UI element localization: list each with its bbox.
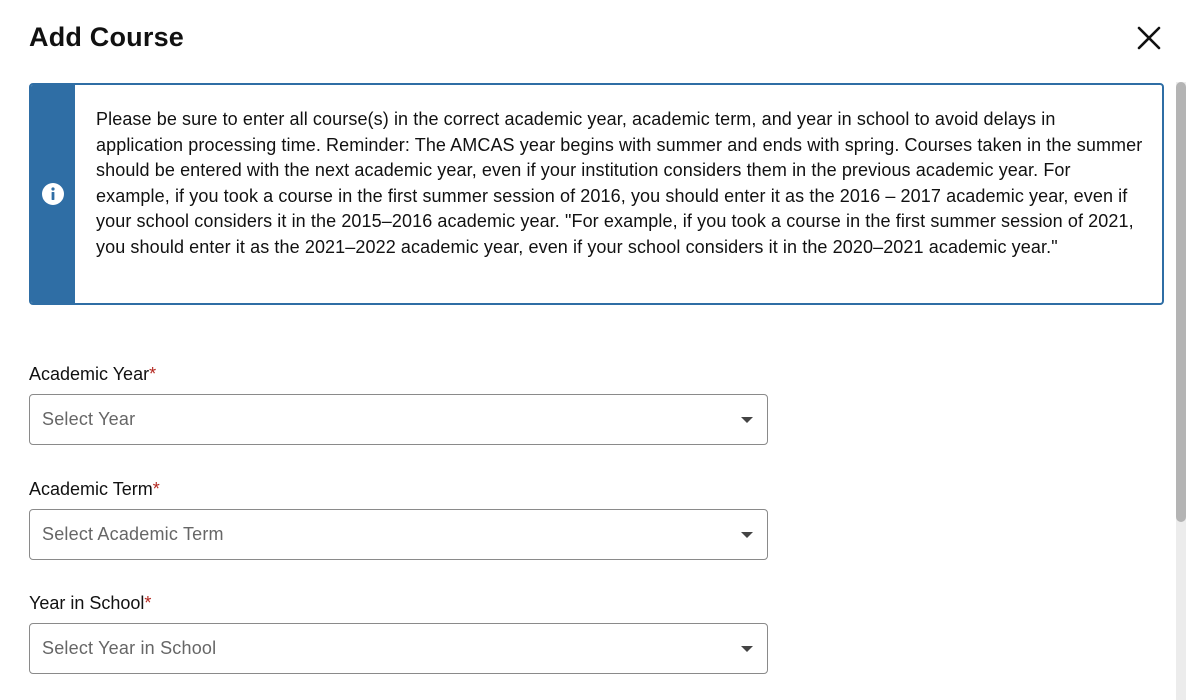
info-banner-text: Please be sure to enter all course(s) in the correct academic year, academic term, and year in school to avoid delays in application processing time. Reminder: The AMCAS year begins with summer and ends with spring. Courses taken in the summer should be entered with the next academic year, even if your institution considers them in the previous academic year. For example, if you took a course in the first summer session of 2016, you should enter it as the 2016 – 2017 academic year, even if your school considers it in the 2015–2016 academic year. "For example, if you took a course in the first summer session of 2021, you should enter it as the 2021–2022 academic year, even if your school considers it in the 2020–2021 academic year.": [96, 109, 1143, 257]
year-in-school-placeholder: Select Year in School: [42, 638, 217, 658]
caret-down-icon: [741, 532, 753, 538]
academic-year-select[interactable]: [29, 394, 768, 445]
academic-term-select[interactable]: [29, 509, 768, 560]
close-button[interactable]: [1129, 18, 1169, 58]
info-icon: [41, 182, 65, 206]
close-icon: [1137, 26, 1161, 50]
academic-year-field: [29, 362, 768, 445]
required-mark: *: [149, 364, 157, 384]
caret-down-icon: [741, 417, 753, 423]
academic-year-placeholder: Select Year: [42, 409, 136, 429]
info-banner: [29, 83, 1164, 305]
scrollbar-thumb[interactable]: [1176, 82, 1186, 522]
year-in-school-select[interactable]: [29, 623, 768, 674]
year-in-school-field: [29, 591, 768, 674]
info-banner-stripe: [31, 85, 75, 303]
year-in-school-label: Year in School*: [29, 593, 152, 613]
dialog-header: [29, 18, 1169, 58]
academic-term-label: Academic Term*: [29, 479, 160, 499]
academic-term-placeholder: Select Academic Term: [42, 524, 224, 544]
required-mark: *: [152, 479, 160, 499]
caret-down-icon: [741, 646, 753, 652]
scrollbar[interactable]: [1176, 82, 1186, 700]
academic-term-field: [29, 477, 768, 560]
dialog-title: Add Course: [29, 22, 185, 52]
academic-year-label: Academic Year*: [29, 364, 157, 384]
required-mark: *: [144, 593, 152, 613]
